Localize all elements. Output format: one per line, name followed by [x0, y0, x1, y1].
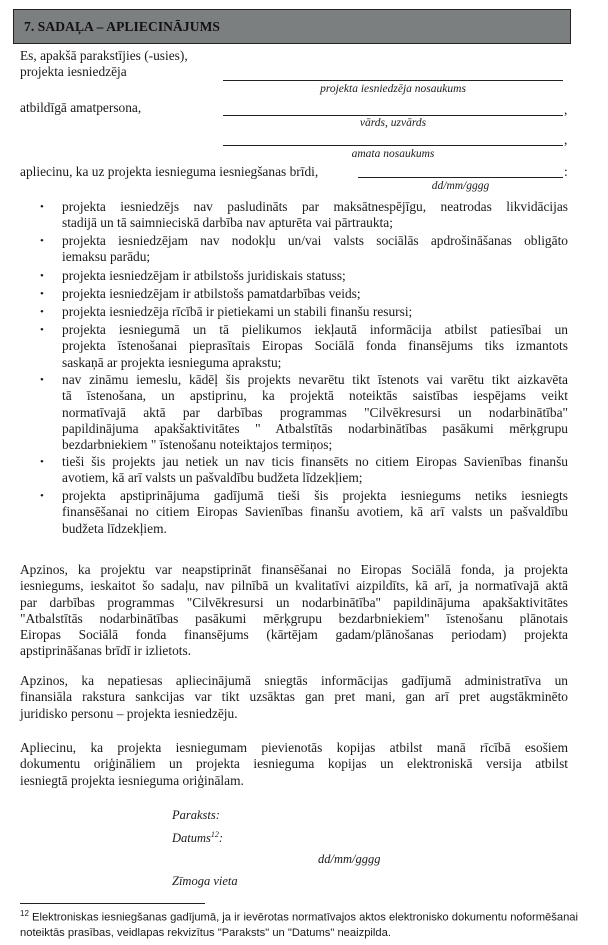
condition-line: finansēšanai no citiem Eiropas Savienības finanšu avotiem, kā arī valsts un pašvaldību [62, 504, 568, 520]
footnote-ref: 12 [20, 909, 29, 918]
bullet-icon: • [40, 270, 44, 282]
condition-line: papildinājuma apakšaktivitātes " Atbalstītās nodarbinātības pasākumi mērķgrupu [62, 420, 568, 436]
bullet-icon: • [40, 288, 44, 300]
condition-line: projekta iesniedzējs nav pasludināts par maksātnespējīgu, neatrodas likvidācijas [62, 199, 568, 214]
stamp-label: Zīmoga vieta [172, 874, 238, 888]
condition-line: normatīvajā aktā par darbības programmas "Cilvēkresursi un nodarbinātība" [62, 404, 568, 420]
paragraph-line: Eiropas Sociālā fonda finansējums (kārtējam gadam/plānošanas periodam) projekta [20, 627, 568, 643]
signature-label: Paraksts: [172, 808, 220, 822]
condition-line: projekta iesniedzējam ir atbilstošs pamatdarbības veids; [62, 286, 361, 301]
official-label: atbildīgā amatpersona, [20, 100, 142, 115]
condition-line: avotiem, kā arī valsts un pašvaldību budžeta līdzekļiem; [62, 470, 363, 486]
condition-line: projekta iesniegumā un tā pielikumos iekļautā informācija atbilst patiesībai un [62, 322, 568, 337]
date-label-text: Datums [172, 831, 211, 846]
footnote-line-1 [20, 906, 605, 926]
declarant-intro: Es, apakšā parakstījies (-usies), [20, 48, 188, 63]
paragraph-line: juridisko personu – projekta iesniedzēju. [20, 705, 238, 721]
submission-date-caption: dd/mm/gggg [431, 180, 490, 192]
submission-date-colon: : [564, 164, 568, 179]
official-name-comma: , [564, 102, 568, 117]
condition-line: budžeta līdzekļiem. [62, 520, 167, 536]
paragraph-line: dokumentu oriģināliem un projekta iesnieguma kopijas un elektroniskā versija atbilst [20, 756, 568, 772]
paragraph-line: Apzinos, ka projektu var neapstiprināt finansēšanai no Eiropas Sociālā fonda, ja projekta [20, 562, 568, 577]
paragraph-line: Apzinos, ka nepatiesas apliecinājumā sniegtās informācijas gadījumā administratīva un [20, 673, 568, 688]
signature-date-format: dd/mm/gggg [318, 852, 381, 866]
paragraph-line: "Atbalstītās nodarbinātības pasākumi mērķgrupu bezdarbniekiem" īstenošanu plānotais [20, 610, 568, 626]
condition-item [62, 233, 568, 266]
condition-item [62, 372, 568, 453]
condition-line: iemaksu parādu; [62, 249, 151, 265]
official-position-field[interactable] [223, 145, 563, 146]
date-label [172, 830, 223, 846]
applicant-name-caption: projekta iesniedzēja nosaukums [320, 83, 466, 95]
condition-item [62, 268, 568, 284]
submission-date-field[interactable] [358, 177, 563, 178]
condition-line: bezdarbniekiem " īstenošanu noteiktajos termiņos; [62, 437, 333, 453]
footnote-text-1: Elektroniskas iesniegšanas gadījumā, ja ir ievērotas normatīvajos aktos elektronisko dokumentu noformēšanai [32, 911, 578, 924]
condition-item [62, 454, 568, 487]
paragraph-line: apstiprināšanas brīdī ir izlietots. [20, 643, 192, 659]
paragraph-line: par darbības programmas "Cilvēkresursi un nodarbinātība" papildinājuma apakšaktivitātes [20, 594, 568, 610]
bullet-icon: • [40, 235, 44, 247]
bullet-icon: • [40, 324, 44, 336]
paragraph-line: iesniegums, ieskaitot šo sadaļu, nav pilnībā un kvalitatīvi aizpildīts, kā arī, ja normatīvajā aktā [20, 578, 568, 594]
declaration-paragraph [20, 562, 568, 660]
footnote-separator [20, 903, 205, 904]
bullet-icon: • [40, 374, 44, 386]
official-name-field[interactable] [223, 115, 563, 116]
footnote [20, 906, 605, 941]
paragraph-line: Apliecinu, ka projekta iesniegumam pievienotās kopijas atbilst manā rīcībā esošiem [20, 740, 568, 755]
declaration-paragraph [20, 740, 568, 789]
declarant-applicant-label: projekta iesniedzēja [20, 64, 127, 79]
date-footnote-ref: 12 [210, 830, 219, 839]
paragraph-line: finansiāla rakstura sankcijas var tikt uzsāktas gan pret mani, gan arī pret augstākminēto [20, 689, 568, 705]
condition-item [62, 286, 568, 302]
section-title: 7. SADAĻA – APLIECINĀJUMS [24, 19, 221, 34]
condition-line: projekta iesniedzēja rīcībā ir pietiekami un stabili finanšu resursi; [62, 304, 413, 319]
bullet-icon: • [40, 306, 44, 318]
date-label-colon: : [218, 831, 224, 846]
condition-item [62, 322, 568, 371]
condition-line: tā īstenošana, un apstiprinu, ka projektā noteiktās saistības iespējams veikt [62, 388, 568, 404]
official-position-caption: amata nosaukums [351, 148, 435, 160]
paragraph-line: iesniegtā projekta iesnieguma oriģinālam. [20, 772, 244, 788]
official-name-caption: vārds, uzvārds [359, 117, 427, 129]
section-header [13, 9, 571, 44]
condition-item [62, 199, 568, 232]
condition-line: projekta iesniedzējam ir atbilstošs juridiskais statuss; [62, 268, 346, 283]
applicant-name-field[interactable] [223, 80, 563, 81]
certify-text: apliecinu, ka uz projekta iesnieguma iesniegšanas brīdi, [20, 164, 319, 179]
condition-line: projekta īstenošanai pieprasītais Eiropas Sociālā fonda finansējums tiks izmantots [62, 338, 568, 354]
condition-line: tieši šis projekts jau netiek un nav ticis finansēts no citiem Eiropas Savienības finanšu [62, 454, 568, 469]
bullet-icon: • [40, 201, 44, 213]
official-position-comma: , [564, 132, 568, 147]
condition-line: stadijā un tā saimnieciskā darbība nav apturēta vai pārtraukta; [62, 215, 393, 231]
condition-line: nav zināmu iemeslu, kādēļ šis projekts nevarētu tikt īstenots vai varētu tikt aizkavēta [62, 372, 568, 387]
condition-item [62, 488, 568, 537]
condition-line: projekta iesniedzējam nav nodokļu un/vai valsts sociālās apdrošināšanas obligāto [62, 233, 568, 248]
condition-line: projekta apstiprinājuma gadījumā tieši šis projekta iesniegums netiks iesniegts [62, 488, 568, 503]
bullet-icon: • [40, 456, 44, 468]
condition-item [62, 304, 568, 320]
footnote-line-2: noteiktās prasības, veidlapas rekvizītus "Paraksts" un "Datums" neaizpilda. [20, 926, 391, 939]
condition-line: saskaņā ar projekta iesnieguma aprakstu; [62, 354, 282, 370]
bullet-icon: • [40, 490, 44, 502]
declaration-paragraph [20, 673, 568, 722]
